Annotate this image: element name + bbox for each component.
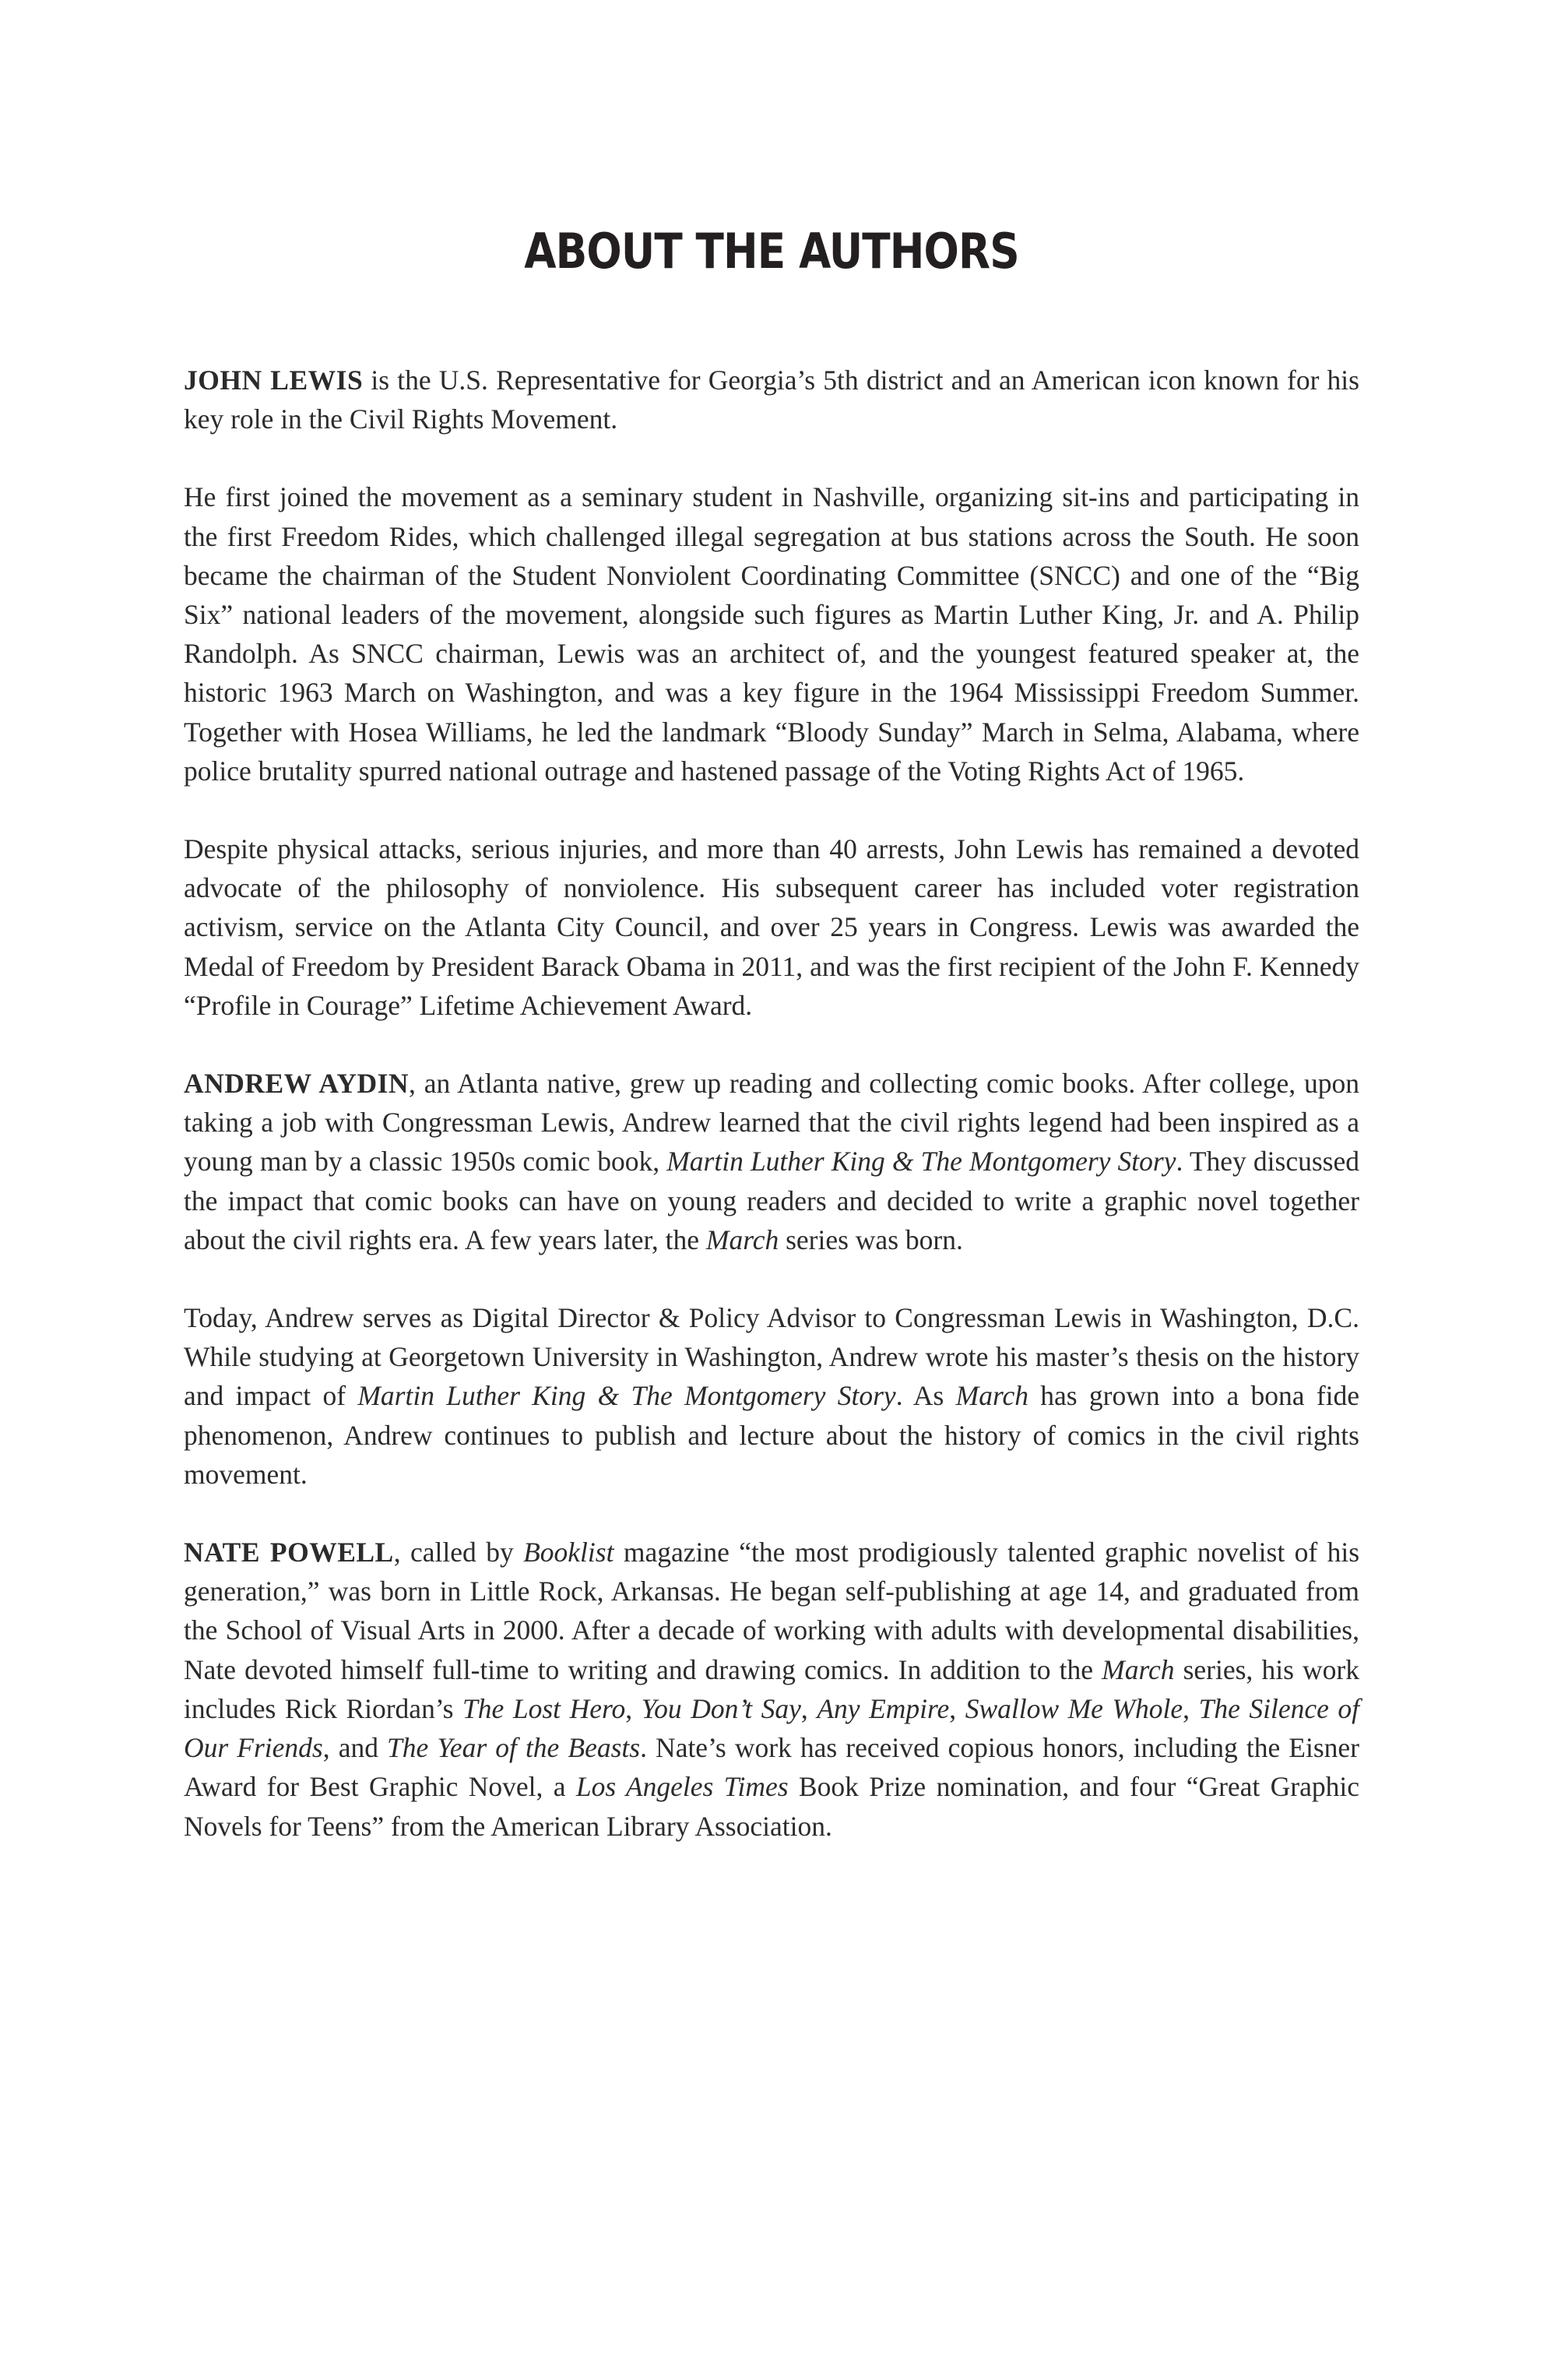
newspaper-title: Los Angeles Times <box>575 1771 789 1803</box>
work-title: Swallow Me Whole <box>965 1692 1183 1724</box>
book-title: Martin Luther King & The Montgomery Story <box>357 1380 896 1412</box>
lewis-intro-text: is the U.S. Representative for Georgia’s 5th district and an American icon known for his key role in the Civil Rights Movement. <box>184 364 1359 435</box>
separator: , <box>949 1692 965 1724</box>
work-title: The Silence of Our Friends <box>184 1692 1360 1764</box>
author-name-lewis: JOHN LEWIS <box>184 364 364 396</box>
series-title: March <box>1102 1653 1175 1685</box>
work-title: The Lost Hero <box>462 1692 626 1724</box>
author-name-powell: NATE POWELL <box>184 1537 394 1568</box>
work-title: Any Empire <box>817 1692 950 1724</box>
aydin-paragraph-1 <box>184 1064 1359 1259</box>
powell-text-e: Book Prize nomination, and four “Great Graphic Novels for Teens” from the American Library Association. <box>184 1771 1360 1842</box>
page-title: ABOUT THE AUTHORS <box>524 223 1019 280</box>
aydin-text-b: . They discussed the impact that comic books can have on young readers and decided to write a graphic novel together about the civil rights era. A few years later, the <box>184 1146 1360 1255</box>
aydin-text-a: , an Atlanta native, grew up reading and collecting comic books. After college, upon taking a job with Congressman Lewis, Andrew learned that the civil rights legend had been inspired as a young man by a classic 1950s comic book, <box>184 1068 1359 1178</box>
separator: , <box>800 1692 817 1724</box>
work-title: You Don’t Say <box>641 1692 801 1724</box>
series-title: March <box>705 1223 779 1255</box>
authors-body <box>184 361 1359 1885</box>
separator: , and <box>322 1732 388 1764</box>
aydin-text-d: Today, Andrew serves as Digital Director & Policy Advisor to Congressman Lewis in Washington, D.C. While studying at Georgetown University in Washington, Andrew wrote his master’s thesis on the history and impact of <box>184 1302 1359 1412</box>
aydin-text-f: has grown into a bona fide phenomenon, Andrew continues to publish and lecture about the history of comics in the civil rights movement. <box>184 1380 1360 1490</box>
work-title: The Year of the Beasts <box>387 1732 641 1764</box>
separator: , <box>1183 1692 1199 1724</box>
book-title: Martin Luther King & The Montgomery Story <box>666 1146 1176 1178</box>
lewis-paragraph-3: Despite physical attacks, serious injuries, and more than 40 arrests, John Lewis has remained a devoted advocate of the philosophy of nonviolence. His subsequent career has included voter registration activism, service on the Atlanta City Council, and over 25 years in Congress. Lewis was awarded the Medal of Freedom by President Barack Obama in 2011, and was the first recipient of the John F. Kennedy “Profile in Courage” Lifetime Achievement Award. <box>184 833 1359 1021</box>
powell-text-a: , called by <box>393 1537 524 1568</box>
aydin-text-e: . As <box>895 1380 956 1412</box>
powell-text-d: . Nate’s work has received copious honors, including the Eisner Award for Best Graphic Novel, a <box>184 1732 1359 1803</box>
aydin-text-c: series was born. <box>779 1223 963 1255</box>
series-title: March <box>955 1380 1028 1412</box>
lewis-paragraph-2: He first joined the movement as a seminary student in Nashville, organizing sit-ins and participating in the first Freedom Rides, which challenged illegal segregation at bus stations across the South. He soon became the chairman of the Student Nonviolent Coordinating Committee (SNCC) and one of the “Big Six” national leaders of the movement, alongside such figures as Martin Luther King, Jr. and A. Philip Randolph. As SNCC chairman, Lewis was an architect of, and the youngest featured speaker at, the historic 1963 March on Washington, and was a key figure in the 1964 Mississippi Freedom Summer. Together with Hosea Williams, he led the landmark “Bloody Sunday” March in Selma, Alabama, where police brutality spurred national outrage and hastened passage of the Voting Rights Act of 1965. <box>184 481 1359 787</box>
lewis-paragraph-1 <box>184 361 1359 438</box>
powell-text-b: magazine “the most prodigiously talented graphic novelist of his generation,” was born in Little Rock, Arkansas. He began self-publishing at age 14, and graduated from the School of Visual Arts in 2000. After a decade of working with adults with developmental disabilities, Nate devoted himself full-time to writing and drawing comics. In addition to the <box>184 1537 1360 1685</box>
separator: , <box>625 1692 642 1724</box>
powell-text-c: series, his work includes Rick Riordan’s <box>184 1653 1359 1724</box>
author-name-aydin: ANDREW AYDIN <box>184 1068 410 1100</box>
aydin-paragraph-2 <box>184 1298 1359 1494</box>
magazine-title: Booklist <box>523 1537 614 1568</box>
powell-paragraph <box>184 1533 1359 1846</box>
